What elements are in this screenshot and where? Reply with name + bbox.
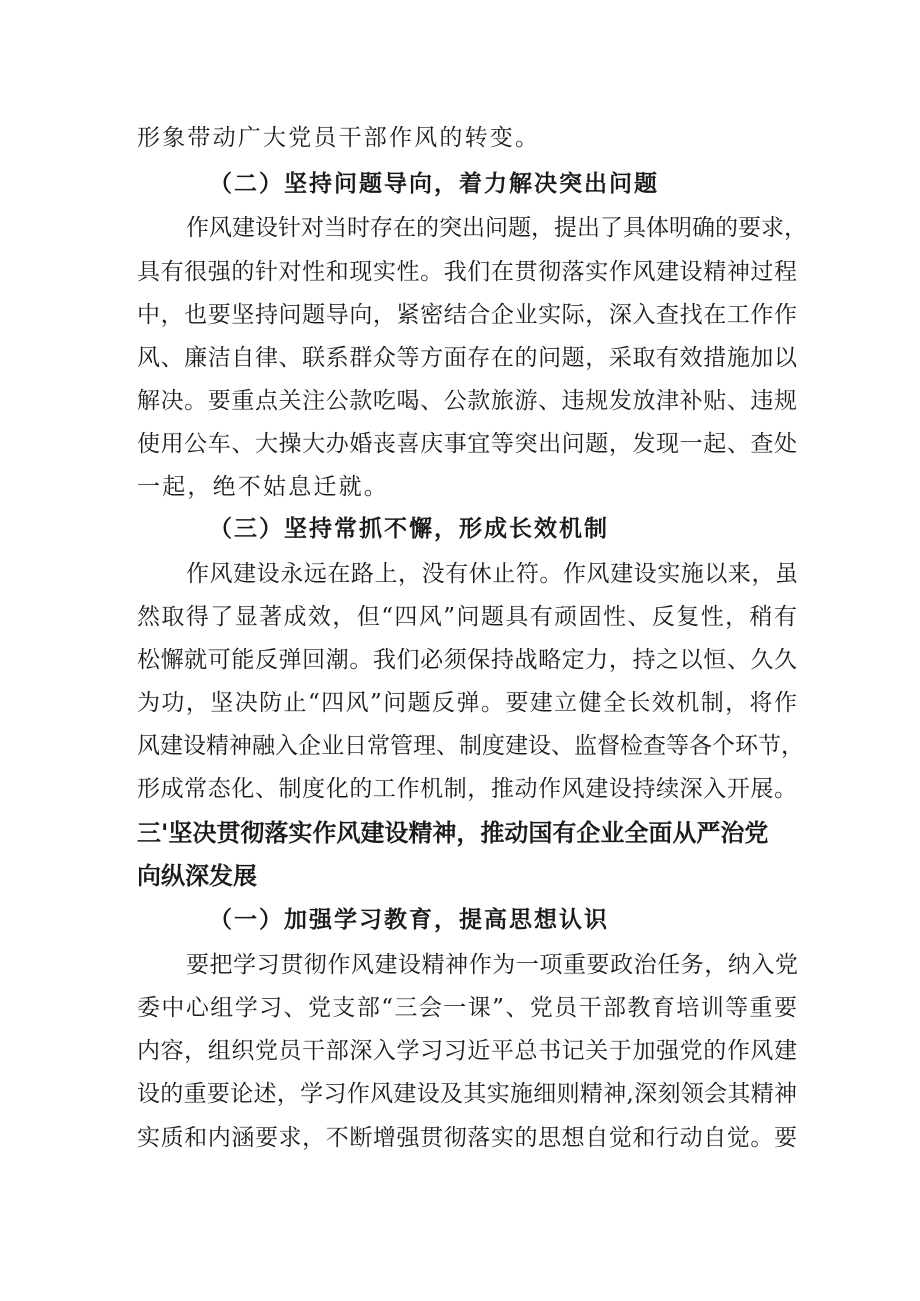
paragraph-line: 为功，坚决防止“四风”问题反弹。要建立健全长效机制，将作 xyxy=(137,690,797,716)
paragraph-line: 中，也要坚持问题导向，紧密结合企业实际，深入查找在工作作 xyxy=(137,302,797,328)
section-heading-2: （二）坚持问题导向，着力解决突出问题 xyxy=(209,170,659,197)
paragraph-line: 形象带动广大党员干部作风的转变。 xyxy=(137,125,541,151)
paragraph-line: 内容，组织党员干部深入学习习近平总书记关于加强党的作风建 xyxy=(137,1038,797,1064)
chapter-heading: 向纵深发展 xyxy=(137,862,257,890)
paragraph-line: 委中心组学习、党支部“三会一课”、党员干部教育培训等重要 xyxy=(137,995,797,1021)
paragraph-line: 要把学习贯彻作风建设精神作为一项重要政治任务，纳入党 xyxy=(186,952,798,978)
paragraph-line: 形成常态化、制度化的工作机制，推动作风建设持续深入开展。 xyxy=(137,776,797,802)
paragraph-line: 实质和内涵要求，不断增强贯彻落实的思想自觉和行动自觉。要 xyxy=(137,1125,797,1151)
paragraph-line: 设的重要论述，学习作风建设及其实施细则精神,深刻领会其精神 xyxy=(137,1081,797,1107)
paragraph-line: 使用公车、大操大办婚丧喜庆事宜等突出问题，发现一起、查处 xyxy=(137,431,797,457)
paragraph-line: 作风建设针对当时存在的突出问题，提出了具体明确的要求， xyxy=(186,215,807,241)
paragraph-line: 风建设精神融入企业日常管理、制度建设、监督检查等各个环节， xyxy=(137,733,804,759)
chapter-heading: 三'坚决贯彻落实作风建设精神，推动国有企业全面从严治党 xyxy=(137,819,769,847)
paragraph-line: 松懈就可能反弹回潮。我们必须保持战略定力，持之以恒、久久 xyxy=(137,647,797,673)
paragraph-line: 解决。要重点关注公款吃喝、公款旅游、违规发放津补贴、违规 xyxy=(137,388,797,414)
paragraph-line: 具有很强的针对性和现实性。我们在贯彻落实作风建设精神过程 xyxy=(137,259,797,285)
paragraph-line: 然取得了显著成效，但“四风”问题具有顽固性、反复性，稍有 xyxy=(137,604,797,630)
paragraph-line: 风、廉洁自律、联系群众等方面存在的问题，采取有效措施加以 xyxy=(137,345,797,371)
paragraph-line: 作风建设永远在路上，没有休止符。作风建设实施以来，虽 xyxy=(186,561,798,587)
section-heading-1: （一）加强学习教育，提高思想认识 xyxy=(209,906,609,933)
section-heading-3: （三）坚持常抓不懈，形成长效机制 xyxy=(209,515,609,542)
paragraph-line: 一起，绝不姑息迁就。 xyxy=(137,474,389,500)
